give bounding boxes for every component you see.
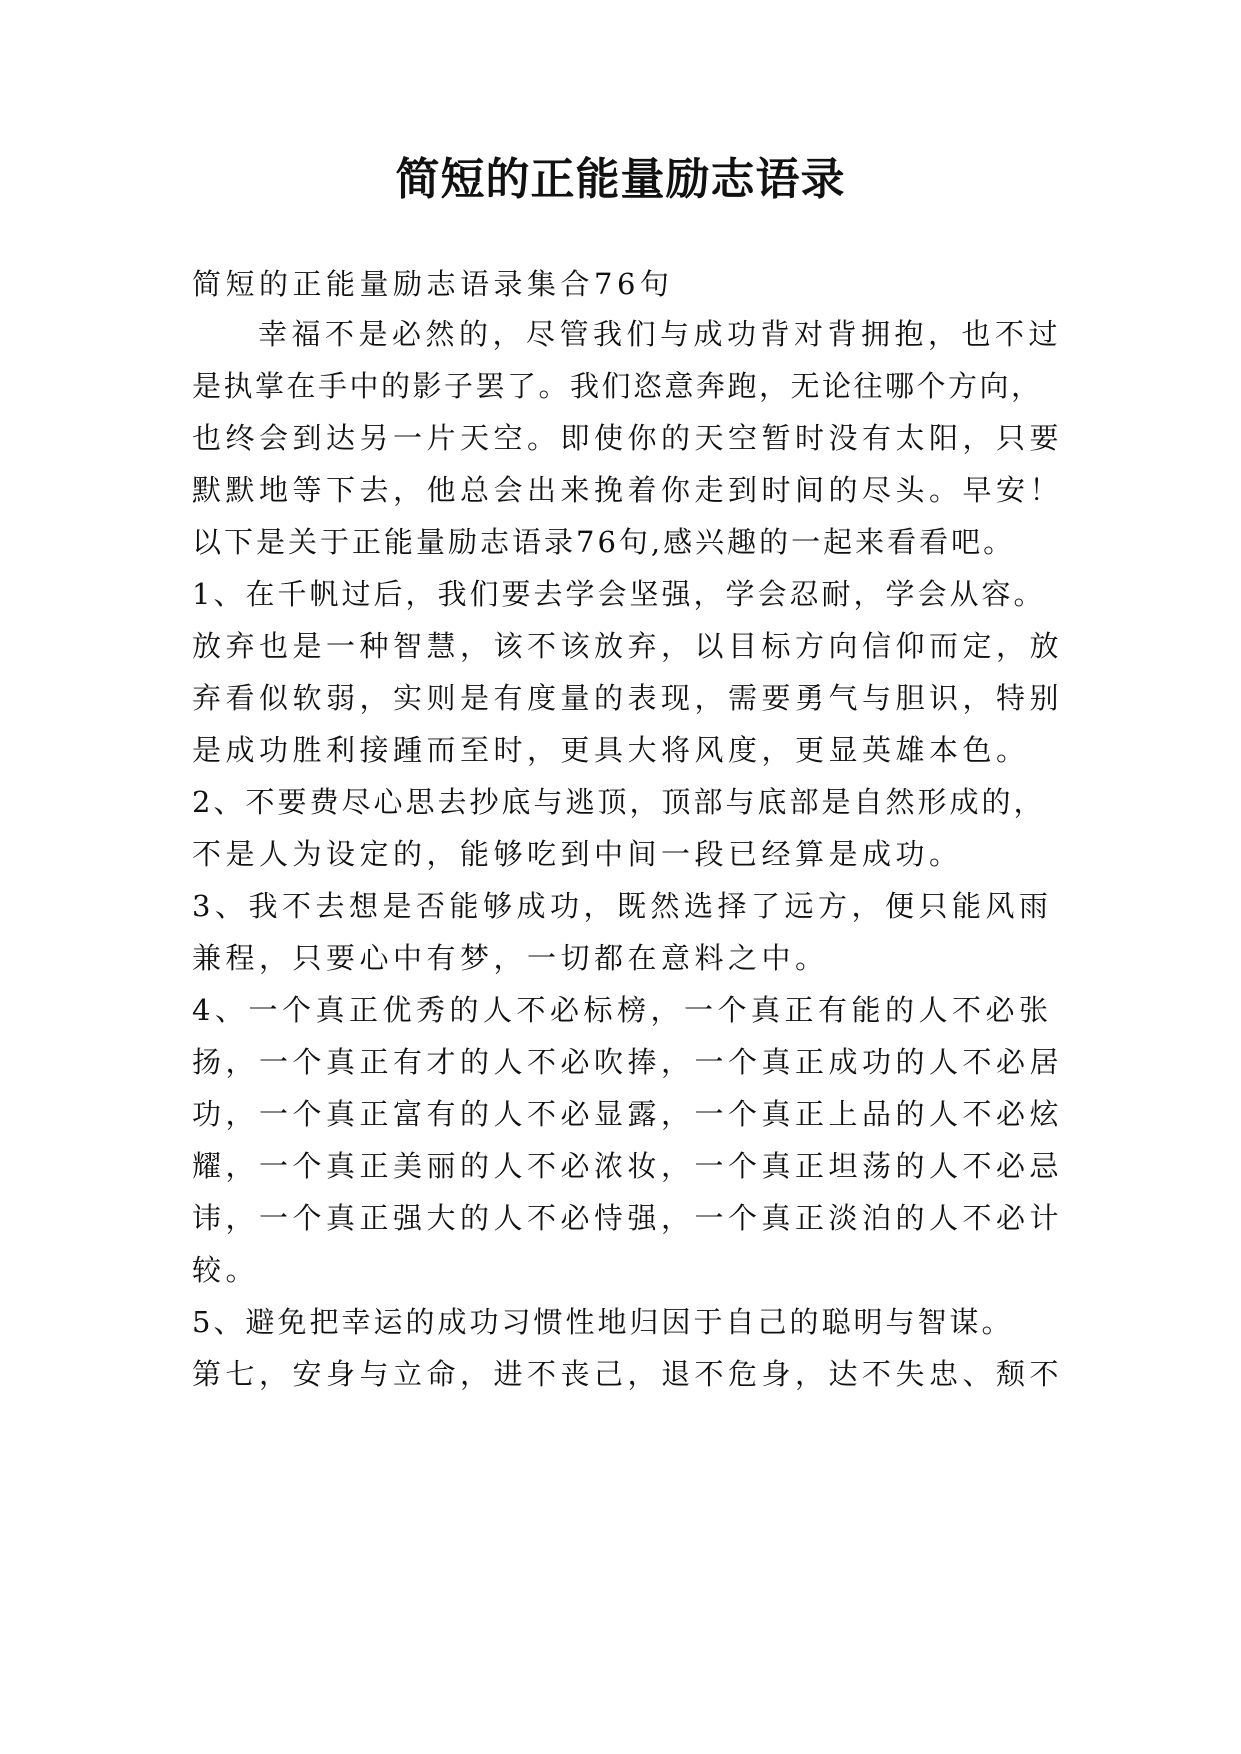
paragraph-line: 也终会到达另一片天空。即使你的天空暂时没有太阳，只要 (192, 421, 1064, 455)
paragraph-line: 幸福不是必然的，尽管我们与成功背对背拥抱，也不过 (258, 317, 1063, 351)
paragraph-line: 以下是关于正能量励志语录76句,感兴趣的一起来看看吧。 (192, 525, 1016, 559)
paragraph-line: 较。 (192, 1253, 260, 1287)
list-item-4: 4、一个真正优秀的人不必标榜，一个真正有能的人不必张 (192, 993, 1053, 1027)
paragraph-line: 讳，一个真正强大的人不必恃强，一个真正淡泊的人不必计 (192, 1201, 1064, 1235)
paragraph-line: 功，一个真正富有的人不必显露，一个真正上品的人不必炫 (192, 1097, 1064, 1131)
paragraph-line: 放弃也是一种智慧，该不该放弃，以目标方向信仰而定，放 (192, 629, 1064, 663)
list-item-5: 5、避免把幸运的成功习惯性地归因于自己的聪明与智谋。 (192, 1305, 1014, 1339)
paragraph-line: 默默地等下去，他总会出来挽着你走到时间的尽头。早安！ (192, 473, 1064, 507)
paragraph-line: 是执掌在手中的影子罢了。我们恣意奔跑，无论往哪个方向， (192, 369, 1043, 403)
paragraph-line: 是成功胜利接踵而至时，更具大将风度，更显英雄本色。 (192, 733, 1030, 767)
paragraph-line: 弃看似软弱，实则是有度量的表现，需要勇气与胆识，特别 (192, 681, 1064, 715)
list-item-2: 2、不要费尽心思去抄底与逃顶，顶部与底部是自然形成的， (192, 785, 1046, 819)
document-subtitle: 简短的正能量励志语录集合76句 (192, 267, 674, 301)
paragraph-line: 扬，一个真正有才的人不必吹捧，一个真正成功的人不必居 (192, 1045, 1064, 1079)
paragraph-line: 第七，安身与立命，进不丧己，退不危身，达不失忠、颓不 (192, 1357, 1064, 1391)
document-title: 简短的正能量励志语录 (395, 154, 846, 205)
paragraph-line: 耀，一个真正美丽的人不必浓妆，一个真正坦荡的人不必忌 (192, 1149, 1064, 1183)
paragraph-line: 不是人为设定的，能够吃到中间一段已经算是成功。 (192, 837, 963, 871)
paragraph-line: 兼程，只要心中有梦，一切都在意料之中。 (192, 941, 829, 975)
list-item-3: 3、我不去想是否能够成功，既然选择了远方，便只能风雨 (192, 889, 1053, 923)
list-item-1: 1、在千帆过后，我们要去学会坚强，学会忍耐，学会从容。 (192, 577, 1046, 611)
